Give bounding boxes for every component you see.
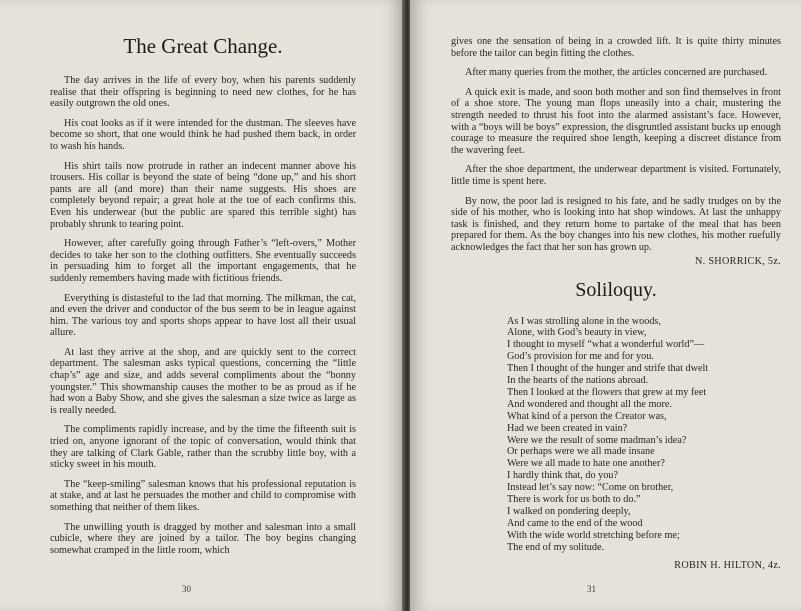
poem-line: Then I thought of the hunger and strife that dwelt bbox=[507, 363, 709, 375]
story-title: The Great Change. bbox=[123, 34, 283, 58]
left-page-content bbox=[50, 34, 356, 564]
story-paragraph: By now, the poor lad is resigned to his fate, and he sadly trudges on by the side of his mother, who is looking into hat shop windows. At last the unhappy task is finished, and they return home to partake of the meal that has been prepared for them. As the boy changes into his new clothes, his mother ruefully acknowledges the fact that her son has grown up. bbox=[451, 195, 781, 253]
poem-line: Then I looked at the flowers that grew at my feet bbox=[507, 386, 707, 398]
story-paragraph: The “keep-smiling” salesman knows that his professional reputation is at stake, and at last he persuades the mother and child to compromise with something that neither of them likes. bbox=[50, 478, 356, 513]
story-paragraph: His coat looks as if it were intended for the dustman. The sleeves have become so short, that one would think he had pushed them back, in order to wash his hands. bbox=[50, 117, 356, 152]
story-paragraph: After many queries from the mother, the articles concerned are purchased. bbox=[465, 67, 768, 79]
story-author: N. SHORRICK, 5z. bbox=[694, 255, 781, 267]
poem-line: In the hearts of the nations abroad. bbox=[507, 375, 649, 387]
story-paragraph: A quick exit is made, and soon both mother and son find themselves in front of a shoe store. The young man flops uneasily into a chair, mustering the strength needed to thrust his foot into the alarmed assistant’s face. However, with a “boys will be boys” expression, the disgruntled assistant bucks up enough courage to measure the required shoe length, keeping a discreet distance from the wavering feet. bbox=[451, 86, 781, 156]
story-paragraph: However, after carefully going through Father’s “left-overs,” Mother decides to take her son to the clothing outfitters. She eventually succeeds in persuading him to forget all the important engagements, that he suddenly remembers having made with fictitious friends. bbox=[50, 238, 356, 284]
poem-line: What kind of a person the Creator was, bbox=[507, 410, 667, 422]
poem-line: With the wide world stretching before me; bbox=[507, 529, 680, 541]
poem-line: I walked on pondering deeply, bbox=[507, 506, 631, 517]
story-paragraph: gives one the sensation of being in a crowded lift. It is quite thirty minutes before the tailor can begin fitting the clothes. bbox=[451, 36, 781, 59]
poem-line: Were we all made to hate one another? bbox=[507, 458, 665, 470]
poem-line: And wondered and thought all the more. bbox=[507, 398, 672, 410]
poem-line: Instead let’s say now: “Come on brother, bbox=[507, 482, 674, 494]
poem-line: Were we the result of some madman’s idea? bbox=[507, 434, 687, 446]
poem-line: And came to the end of the wood bbox=[507, 517, 643, 529]
poem bbox=[451, 316, 781, 571]
right-page-content bbox=[451, 36, 781, 571]
poem-title: Soliloquy. bbox=[575, 278, 657, 301]
poem-line: As I was strolling alone in the woods, bbox=[507, 315, 661, 327]
page-number-left: 30 bbox=[182, 584, 191, 594]
story-paragraph: After the shoe department, the underwear department is visited. Fortunately, little time is spent here. bbox=[451, 164, 781, 187]
poem-author: ROBIN H. HILTON, 4z. bbox=[674, 559, 781, 571]
story-paragraph: His shirt tails now protrude in rather an indecent manner above his trousers. His collar is beyond the state of being “done up,” and his short pants are all (and more) than their name suggests. His shoes are completely beyond repair; a great hole at the toe of each confirms this. Even his underwear (but the public are spared this terrible sight) has probably shrunk to tearing point. bbox=[50, 160, 356, 230]
poem-line: I hardly think that, do you? bbox=[507, 470, 618, 482]
story-paragraph: Everything is distasteful to the lad that morning. The milkman, the cat, and even the driver and conductor of the bus seem to be in league against him. The various toy and sports shops appear to have lost all their usual allure. bbox=[50, 292, 356, 339]
right-page bbox=[410, 0, 801, 611]
story-paragraph: At last they arrive at the shop, and are quickly sent to the correct department. The salesman asks typical questions, concerning the “little chap’s” age and size, and adds several compliments about the “bonny youngster.” This showmanship causes the mother to be as proud as if he had won a Baby Show, and she gives the salesman a size twice as large as is really needed. bbox=[50, 346, 356, 416]
story-paragraph: The compliments rapidly increase, and by the time the fifteenth suit is tried on, anyone ignorant of the topic of conversation, would think that they are talking of Clark Gable, rather than the scrubby little boy, with a sticky sweet in his mouth. bbox=[50, 424, 356, 471]
story-paragraph: The unwilling youth is dragged by mother and salesman into a small cubicle, where they are joined by a tailor. The boy begins changing somewhat cramped in the little room, which bbox=[50, 521, 356, 556]
poem-line: Had we been created in vain? bbox=[507, 422, 628, 434]
poem-line: I thought to myself “what a wonderful world”— bbox=[507, 339, 705, 351]
story-paragraph: The day arrives in the life of every boy, when his parents suddenly realise that their offspring is beginning to need new clothes, for he has easily outgrown the old ones. bbox=[50, 75, 356, 110]
poem-line: Or perhaps were we all made insane bbox=[507, 446, 655, 458]
page-number-right: 31 bbox=[587, 584, 596, 594]
poem-line: The end of my solitude. bbox=[507, 541, 605, 553]
poem-line: God’s provision for me and for you. bbox=[507, 351, 654, 363]
poem-line: There is work for us both to do.” bbox=[507, 494, 641, 506]
poem-line: Alone, with God’s beauty in view, bbox=[507, 327, 647, 339]
